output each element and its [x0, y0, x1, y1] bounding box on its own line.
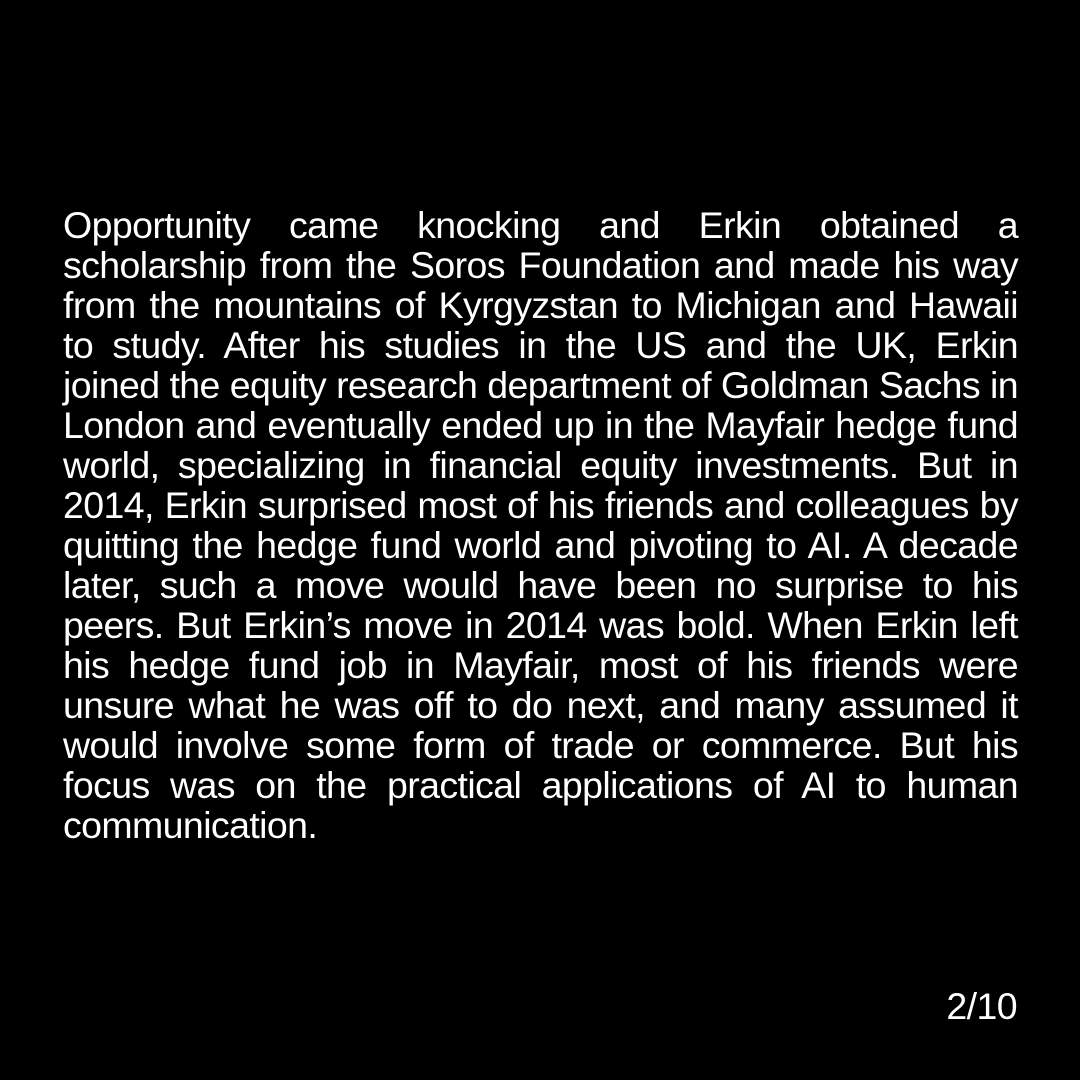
page-counter: 2/10	[946, 985, 1017, 1027]
body-paragraph: Opportunity came knocking and Erkin obtained a scholarship from the Soros Foundation and made his way from the mountains of Kyrgyzstan to Michigan and Hawaii to study. After his studies in the US and the UK, Erkin joined the equity research department of Goldman Sachs in London and eventually ended up in the Mayfair hedge fund world, specializing in financial equity investments. But in 2014, Erkin surprised most of his friends and colleagues by quitting the hedge fund world and pivoting to AI. A decade later, such a move would have been no surprise to his peers. But Erkin’s move in 2014 was bold. When Erkin left his hedge fund job in Mayfair, most of his friends were unsure what he was off to do next, and many assumed it would involve some form of trade or commerce. But his focus was on the practical applications of AI to human communication.	[63, 204, 1018, 846]
